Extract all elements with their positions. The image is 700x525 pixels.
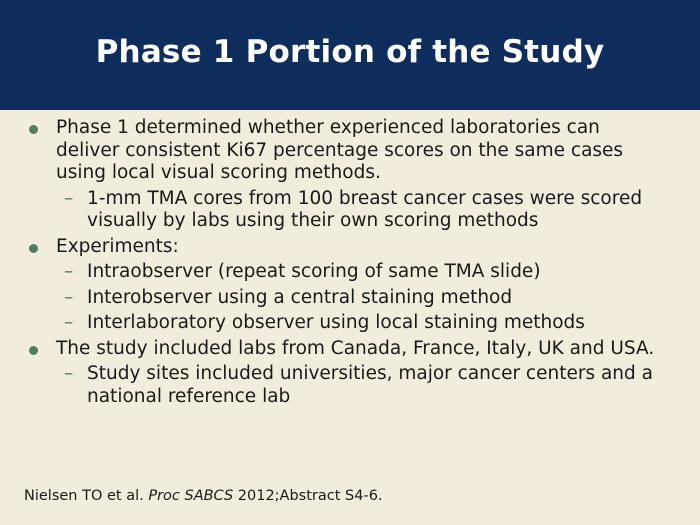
bullet-2 [0,236,700,259]
sub-bullet-2-3 [0,312,700,335]
sub-bullet-2-1 [0,261,700,284]
dash-icon: – [64,312,74,333]
sub-bullet-3-1-text: Study sites included universities, major cancer centers and a national reference lab [87,363,653,407]
sub-bullet-2-2-text: Interobserver using a central staining method [87,286,513,308]
bullet-2-text: Experiments: [56,235,179,257]
sub-bullet-2-1-text: Intraobserver (repeat scoring of same TMA slide) [87,261,541,282]
bullet-3 [0,338,700,361]
sub-bullet-2-3-text: Interlaboratory observer using local staining methods [87,312,585,333]
sub-bullet-2-2 [0,287,700,310]
bullet-3-text: The study included labs from Canada, France, Italy, UK and USA. [56,337,655,359]
sub-bullet-1-1 [0,188,700,233]
citation-journal: Proc SABCS [148,488,234,504]
bullet-1-text: Phase 1 determined whether experienced laboratories can deliver consistent Ki67 percentage scores on the same cases using local visual scoring methods. [56,117,624,183]
sub-bullet-3-1 [0,363,700,408]
bullet-dot-icon [29,244,38,253]
dash-icon: – [64,261,74,282]
bullet-dot-icon [29,125,38,134]
dash-icon: – [64,286,74,308]
title-bar [0,0,700,110]
bullet-dot-icon [29,346,38,355]
slide-content [0,117,700,408]
slide-title: Phase 1 Portion of the Study [95,34,605,70]
citation-footnote [24,488,383,504]
dash-icon: – [64,187,74,209]
dash-icon: – [64,363,74,384]
bullet-1 [0,117,700,185]
sub-bullet-1-1-text: 1-mm TMA cores from 100 breast cancer cases were scored visually by labs using their own scoring methods [87,187,643,231]
citation-authors: Nielsen TO et al. [24,488,149,504]
citation-details: 2012;Abstract S4-6. [233,488,383,504]
